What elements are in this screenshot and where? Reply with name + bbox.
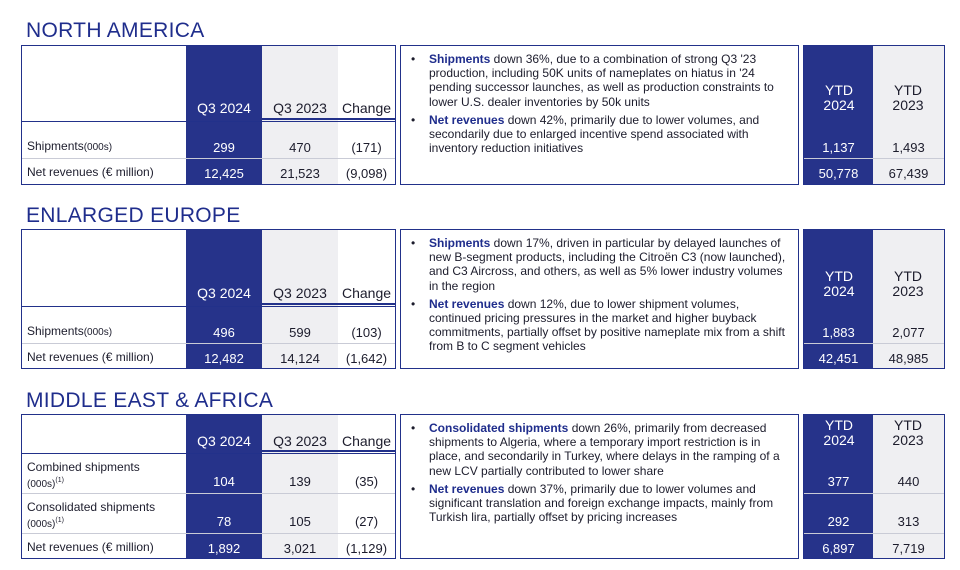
row-label-text: Combined shipments (27, 460, 140, 474)
header-q2023: Q3 2023 (273, 285, 327, 301)
row-label-text: Net revenues (€ million) (27, 165, 154, 179)
row-label (27, 501, 155, 531)
commentary-item (409, 482, 792, 525)
value-q2024: 12,482 (204, 351, 244, 366)
commentary-keyword: Shipments (429, 52, 491, 66)
value-ytd2024: 1,883 (822, 325, 855, 340)
header-q2023: Q3 2023 (273, 433, 327, 449)
header-ytd2023: YTD 2023 (892, 417, 924, 448)
row-label-text: Net revenues (€ million) (27, 540, 154, 554)
value-q2024: 12,425 (204, 166, 244, 181)
value-q2024: 104 (213, 474, 235, 489)
header-q2024: Q3 2024 (197, 285, 251, 301)
value-ytd2023: 440 (897, 474, 920, 489)
row-label-unit: (000s) (83, 142, 113, 153)
value-q2024: 496 (213, 325, 235, 340)
value-change: (103) (351, 325, 382, 340)
main-table (21, 229, 396, 369)
value-ytd2023: 313 (897, 514, 920, 529)
commentary-text: down 12%, due to lower shipment volumes, continued pricing pressures in the market and higher buyback commitments, partially offset by positive nameplate mix from a shift from B to C segment vehicles (429, 296, 785, 354)
row-label-footnote: (1) (55, 517, 64, 524)
value-ytd2024: 377 (827, 474, 850, 489)
header-underline (338, 118, 395, 120)
value-q2023: 105 (289, 514, 311, 529)
row-label (27, 325, 112, 339)
commentary-keyword: Shipments (429, 236, 491, 250)
header-change: Change (341, 285, 392, 301)
value-ytd2023: 48,985 (888, 351, 929, 366)
header-ytd2024: YTD 2024 (823, 268, 855, 299)
row-label (27, 351, 154, 364)
commentary-keyword: Net revenues (429, 296, 505, 311)
row-label-unit: (000s) (27, 519, 56, 530)
row-label-footnote: (1) (55, 477, 64, 484)
commentary-item (409, 297, 792, 354)
value-change: (35) (354, 474, 379, 489)
row-label-text: Shipments (27, 324, 84, 338)
row-label-text: Net revenues (€ million) (27, 350, 154, 364)
commentary-item (409, 113, 792, 156)
commentary-keyword: Net revenues (429, 112, 505, 127)
ytd2023-column (873, 46, 944, 184)
row-label (27, 166, 154, 179)
row-label-unit: (000s) (83, 327, 113, 338)
commentary-box (400, 229, 799, 369)
commentary-text: down 17%, driven in particular by delayed launches of new B-segment products, including the Citroën C3 (now launched), and C3 Aircross, and others, as well as 5% lower industry volumes in the region (429, 236, 786, 293)
commentary-list (409, 421, 792, 528)
commentary-text: down 36%, due to a combination of strong Q3 '23 production, including 50K units of nameplates on hiatus in '24 pending successor launches, as well as production constraints to lower U.S. dealer inventories by 50k units (429, 52, 774, 109)
row-divider (804, 343, 944, 344)
header-q2023: Q3 2023 (273, 100, 327, 116)
header-underline (262, 118, 338, 120)
value-q2024: 299 (213, 140, 235, 155)
value-change: (171) (351, 140, 382, 155)
ytd-table (803, 414, 945, 559)
row-label (27, 541, 154, 554)
row-label (27, 461, 140, 491)
row-divider (22, 493, 395, 494)
commentary-text: down 26%, primarily from decreased shipments to Algeria, where a temporary import restriction is in place, and secondarily in Turkey, where delays in the ramping of a new LCV partially contributed to lower share (429, 421, 780, 478)
value-change: (1,129) (345, 541, 388, 556)
main-table (21, 414, 396, 559)
header-ytd2024: YTD 2024 (823, 82, 855, 113)
row-divider (22, 533, 395, 534)
commentary-list (409, 236, 792, 358)
ytd2024-column (804, 230, 873, 368)
header-underline (338, 450, 395, 452)
header-ytd2023: YTD 2023 (892, 268, 924, 299)
value-ytd2024: 42,451 (818, 351, 859, 366)
value-ytd2024: 1,137 (822, 140, 855, 155)
row-label-text: Shipments (27, 139, 84, 153)
commentary-item (409, 236, 792, 293)
value-q2024: 78 (216, 514, 232, 529)
ytd-table (803, 229, 945, 369)
row-divider (22, 453, 395, 454)
row-divider (22, 158, 395, 159)
header-change: Change (341, 100, 392, 116)
value-ytd2024: 50,778 (818, 166, 859, 181)
bullet-icon: • (411, 112, 416, 127)
ytd2024-column (804, 46, 873, 184)
commentary-item (409, 421, 792, 478)
value-q2023: 139 (289, 474, 311, 489)
row-divider (804, 533, 944, 534)
header-underline (262, 303, 338, 305)
row-divider (22, 121, 395, 122)
commentary-keyword: Net revenues (429, 481, 505, 496)
row-label-unit: (000s) (27, 479, 56, 490)
value-q2023: 599 (289, 325, 311, 340)
value-ytd2024: 6,897 (822, 541, 855, 556)
value-q2023: 3,021 (283, 541, 317, 556)
commentary-item (409, 52, 792, 109)
commentary-keyword: Consolidated shipments (429, 421, 569, 435)
section-title: NORTH AMERICA (26, 19, 205, 42)
section-title: MIDDLE EAST & AFRICA (26, 389, 274, 412)
header-change: Change (341, 433, 392, 449)
bullet-icon: • (411, 481, 416, 496)
row-label-text: Consolidated shipments (27, 500, 156, 514)
value-q2024: 1,892 (207, 541, 241, 556)
header-ytd2024: YTD 2024 (823, 417, 855, 448)
commentary-text: down 37%, primarily due to lower volumes and significant translation and foreign exchange impacts, mainly from Turkish lira, partially offset by pricing increases (429, 481, 774, 525)
row-divider (22, 343, 395, 344)
header-underline (262, 450, 338, 452)
header-ytd2023: YTD 2023 (892, 82, 924, 113)
value-q2023: 21,523 (280, 166, 320, 181)
value-ytd2024: 292 (827, 514, 850, 529)
header-underline (338, 303, 395, 305)
value-q2023: 14,124 (280, 351, 320, 366)
main-table (21, 45, 396, 185)
ytd-table (803, 45, 945, 185)
value-ytd2023: 2,077 (892, 325, 925, 340)
row-divider (804, 493, 944, 494)
value-ytd2023: 1,493 (892, 140, 925, 155)
value-q2023: 470 (289, 140, 311, 155)
commentary-box (400, 45, 799, 185)
value-change: (27) (354, 514, 379, 529)
value-change: (9,098) (345, 166, 388, 181)
header-q2024: Q3 2024 (197, 433, 251, 449)
bullet-icon: • (411, 236, 416, 250)
row-divider (22, 306, 395, 307)
row-label (27, 140, 112, 154)
value-ytd2023: 67,439 (888, 166, 929, 181)
bullet-icon: • (411, 296, 416, 311)
section-title: ENLARGED EUROPE (26, 204, 241, 227)
row-divider (804, 158, 944, 159)
ytd2023-column (873, 230, 944, 368)
value-ytd2023: 7,719 (892, 541, 925, 556)
commentary-box (400, 414, 799, 559)
value-change: (1,642) (345, 351, 388, 366)
commentary-text: down 42%, primarily due to lower volumes, and secondarily due to enlarged incentive spend associated with inventory reduction initiatives (429, 112, 760, 156)
bullet-icon: • (411, 52, 416, 66)
bullet-icon: • (411, 421, 416, 435)
header-q2024: Q3 2024 (197, 100, 251, 116)
commentary-list (409, 52, 792, 159)
